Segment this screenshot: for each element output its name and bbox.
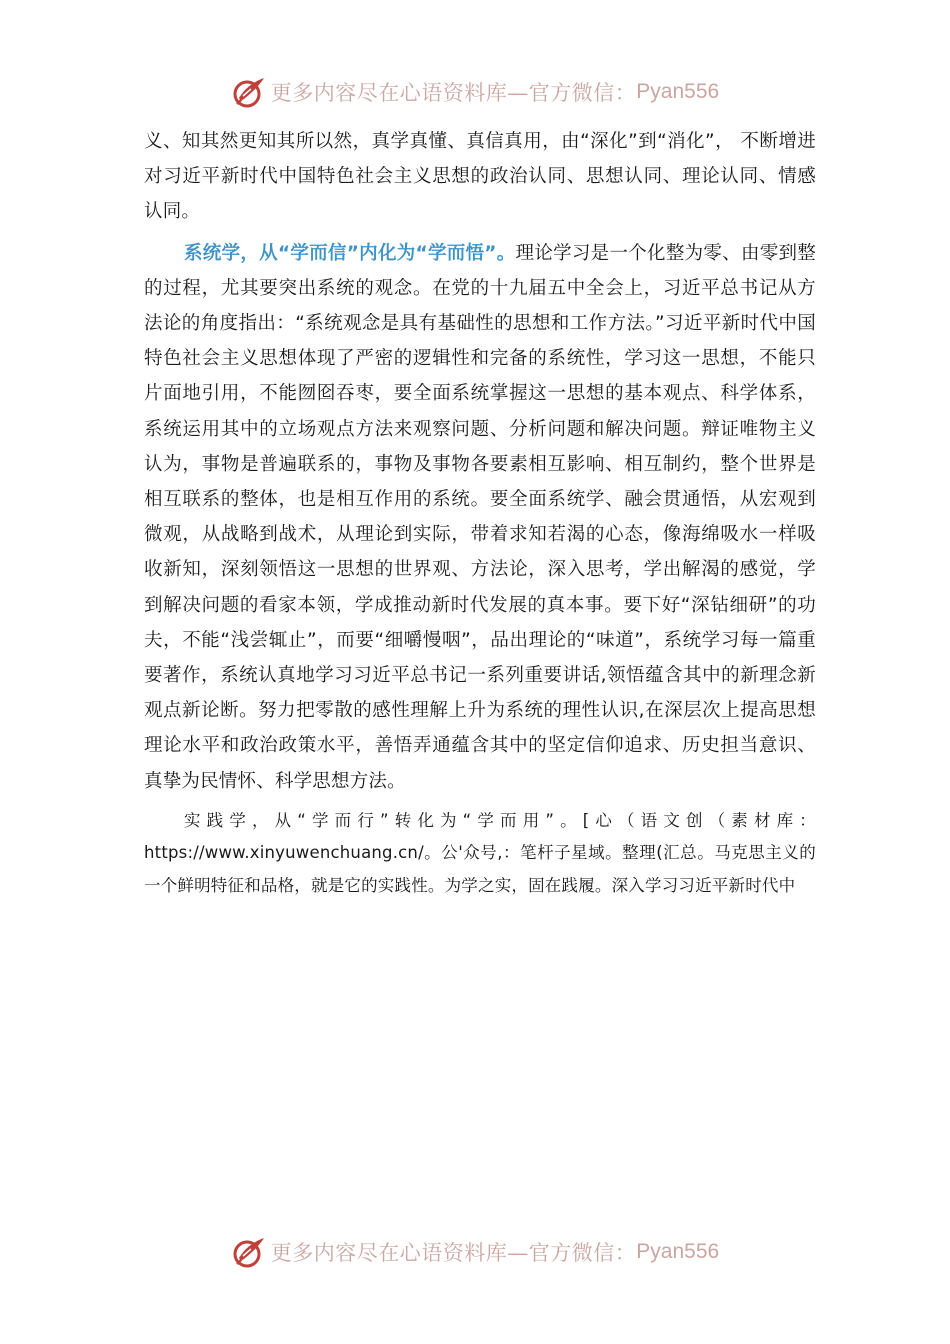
banner-text: 更多内容尽在心语资料库—官方微信： xyxy=(270,81,637,105)
wechat-id: Pyan556 xyxy=(636,1240,720,1263)
paragraph-2 xyxy=(144,236,816,799)
footer-banner xyxy=(0,1232,950,1272)
banner-text: 更多内容尽在心语资料库—官方微信： xyxy=(270,1241,637,1265)
article-body xyxy=(144,124,816,902)
paragraph-2-heading: 系统学，从“学而信”内化为“学而悟”。 xyxy=(184,242,516,264)
paragraph-1: 义、知其然更知其所以然，真学真懂、真信真用，由“深化”到“消化”， 不断增进对习近平新时代中国特色社会主义思想的政治认同、思想认同、理论认同、情感认同。 xyxy=(144,131,816,223)
paragraph-3: 实践学，从“学而行”转化为“学而用”。[心（语文创（素材库：https://www.xinyuwenchuang.cn/。公'众号,：笔杆子星域。整理(汇总。马克思主义的一个鲜明特征和品格，就是它的实践性。为学之实，固在践履。深入学习习近平新时代中 xyxy=(144,810,816,895)
header-banner xyxy=(0,72,950,112)
paragraph-2-text: 理论学习是一个化整为零、由零到整的过程，尤其要突出系统的观念。在党的十九届五中全会上，习近平总书记从方法论的角度指出：“系统观念是具有基础性的思想和工作方法。”习近平新时代中国特色社会主义思想体现了严密的逻辑性和完备的系统性，学习这一思想，不能只片面地引用，不能囫囵吞枣，要全面系统掌握这一思想的基本观点、科学体系，系统运用其中的立场观点方法来观察问题、分析问题和解决问题。辩证唯物主义认为，事物是普遍联系的，事物及事物各要素相互影响、相互制约，整个世界是相互联系的整体，也是相互作用的系统。要全面系统学、融会贯通悟，从宏观到微观，从战略到战术，从理论到实际，带着求知若渴的心态，像海绵吸水一样吸收新知，深刻领悟这一思想的世界观、方法论，深入思考，学出解渴的感觉，学到解决问题的看家本领，学成推动新时代发展的真本事。要下好“深钻细研”的功夫，不能“浅尝辄止”，而要“细嚼慢咽”，品出理论的“味道”，系统学习每一篇重要著作，系统认真地学习习近平总书记一系列重要讲话,领悟蕴含其中的新理念新观点新论断。努力把零散的感性理解上升为系统的理性认识,在深层次上提高思想理论水平和政治政策水平，善悟弄通蕴含其中的坚定信仰追求、历史担当意识、真挚为民情怀、科学思想方法。 xyxy=(144,242,817,792)
wechat-id: Pyan556 xyxy=(636,80,720,103)
quill-logo-icon xyxy=(231,74,267,110)
quill-logo-icon xyxy=(231,1234,267,1270)
